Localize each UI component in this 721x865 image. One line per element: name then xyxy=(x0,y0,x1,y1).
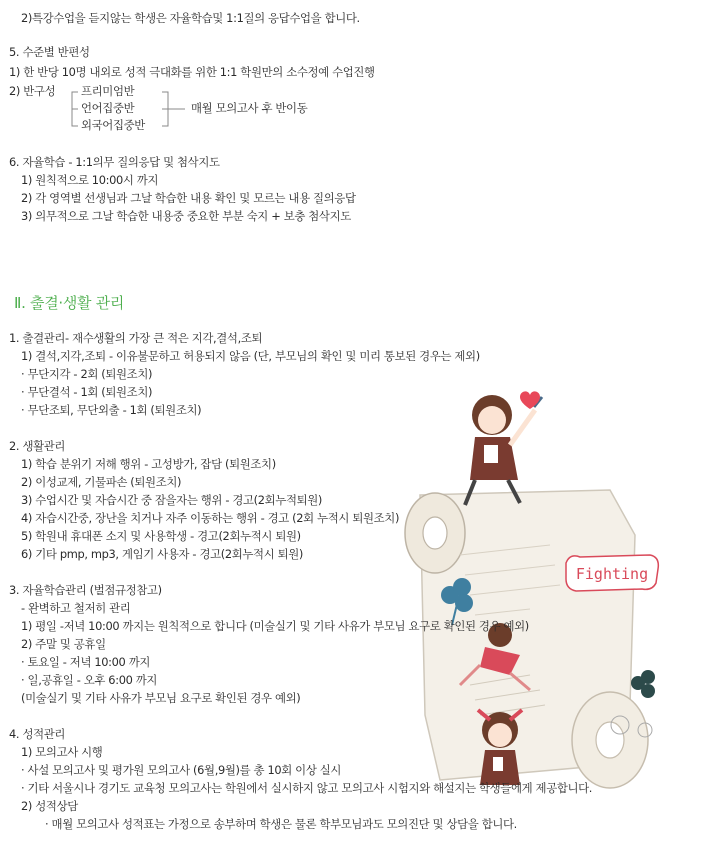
study-mgmt-heading: 3. 자율학습관리 (벌점규정참고) xyxy=(9,583,162,597)
section-title: Ⅱ. 출결·생활 관리 xyxy=(14,294,125,312)
class-note: 매월 모의고사 후 반이동 xyxy=(191,101,308,115)
grades-item-5: · 매월 모의고사 성적표는 가정으로 송부하며 학생은 물론 학부모님과도 모의진단 및 상담을 합니다. xyxy=(45,817,517,831)
level-class-item-2-label: 2) 반구성 xyxy=(9,84,56,98)
attendance-item-1: 1) 결석,지각,조퇴 - 이유불문하고 허용되지 않음 (단, 부모님의 확인 및 미리 통보된 경우는 제외) xyxy=(21,349,480,363)
self-study-item-1: 1) 원칙적으로 10:00시 까지 xyxy=(21,173,159,187)
intro-line: 2)특강수업을 듣지않는 학생은 자율학습및 1:1질의 응답수업을 합니다. xyxy=(21,11,360,25)
study-mgmt-item-3: 2) 주말 및 공휴일 xyxy=(21,637,106,651)
grades-item-4: 2) 성적상담 xyxy=(21,799,78,813)
grades-heading: 4. 성적관리 xyxy=(9,727,66,741)
fighting-sign xyxy=(566,555,658,591)
class-premium: 프리미엄반 xyxy=(81,84,135,98)
life-item-4: 4) 자습시간중, 장난을 치거나 자주 이동하는 행위 - 경고 (2회 누적시 퇴원조치) xyxy=(21,511,400,525)
self-study-heading: 6. 자율학습 - 1:1의무 질의응답 및 첨삭지도 xyxy=(9,155,220,169)
fighting-text: Fighting xyxy=(575,565,649,583)
self-study-item-2: 2) 각 영역별 선생님과 그날 학습한 내용 확인 및 모르는 내용 질의응답 xyxy=(21,191,356,205)
study-mgmt-item-4: · 토요일 - 저녁 10:00 까지 xyxy=(21,655,151,669)
study-mgmt-item-6: (미술실기 및 기타 사유가 부모님 요구로 확인된 경우 예외) xyxy=(21,691,301,705)
attendance-item-4: · 무단조퇴, 무단외출 - 1회 (퇴원조치) xyxy=(21,403,202,417)
attendance-item-3: · 무단결석 - 1회 (퇴원조치) xyxy=(21,385,153,399)
attendance-heading: 1. 출결관리- 재수생활의 가장 큰 적은 지각,결석,조퇴 xyxy=(9,331,263,345)
life-heading: 2. 생활관리 xyxy=(9,439,66,453)
life-item-2: 2) 이성교제, 기물파손 (퇴원조치) xyxy=(21,475,182,489)
grades-item-1: 1) 모의고사 시행 xyxy=(21,745,103,759)
clover-small-icon xyxy=(631,670,655,698)
level-class-heading: 5. 수준별 반편성 xyxy=(9,45,90,59)
life-item-5: 5) 학원내 휴대폰 소지 및 사용학생 - 경고(2회누적시 퇴원) xyxy=(21,529,301,543)
fighting-illustration xyxy=(380,385,710,825)
paper-roll-icon xyxy=(405,490,652,788)
heart-icon xyxy=(520,391,540,409)
study-mgmt-item-5: · 일,공휴일 - 오후 6:00 까지 xyxy=(21,673,158,687)
grades-item-2: · 사설 모의고사 및 평가원 모의고사 (6월,9월)를 총 10회 이상 실시 xyxy=(21,763,342,777)
self-study-item-3: 3) 의무적으로 그날 학습한 내용중 중요한 부분 숙지 + 보충 첨삭지도 xyxy=(21,209,351,223)
life-item-6: 6) 기타 pmp, mp3, 게임기 사용자 - 경고(2회누적시 퇴원) xyxy=(21,547,304,561)
class-language: 언어집중반 xyxy=(81,101,135,115)
attendance-item-2: · 무단지각 - 2회 (퇴원조치) xyxy=(21,367,153,381)
girl-top-icon xyxy=(465,395,542,505)
life-item-3: 3) 수업시간 및 자습시간 중 잠을자는 행위 - 경고(2회누적퇴원) xyxy=(21,493,323,507)
study-mgmt-item-2: 1) 평일 -저녁 10:00 까지는 원칙적으로 합니다 (미술실기 및 기타 사유가 부모님 요구로 확인된 경우 예외) xyxy=(21,619,529,633)
life-item-1: 1) 학습 분위기 저해 행위 - 고성방가, 잡담 (퇴원조치) xyxy=(21,457,276,471)
study-mgmt-item-1: - 완벽하고 철저히 관리 xyxy=(21,601,131,615)
class-foreign-language: 외국어집중반 xyxy=(81,118,145,132)
level-class-item-1: 1) 한 반당 10명 내외로 성적 극대화를 위한 1:1 학원만의 소수정예 수업진행 xyxy=(9,65,375,79)
grades-item-3: · 기타 서울시나 경기도 교육청 모의고사는 학원에서 실시하지 않고 모의고사 시험지와 해설지는 학생들에게 제공합니다. xyxy=(21,781,593,795)
